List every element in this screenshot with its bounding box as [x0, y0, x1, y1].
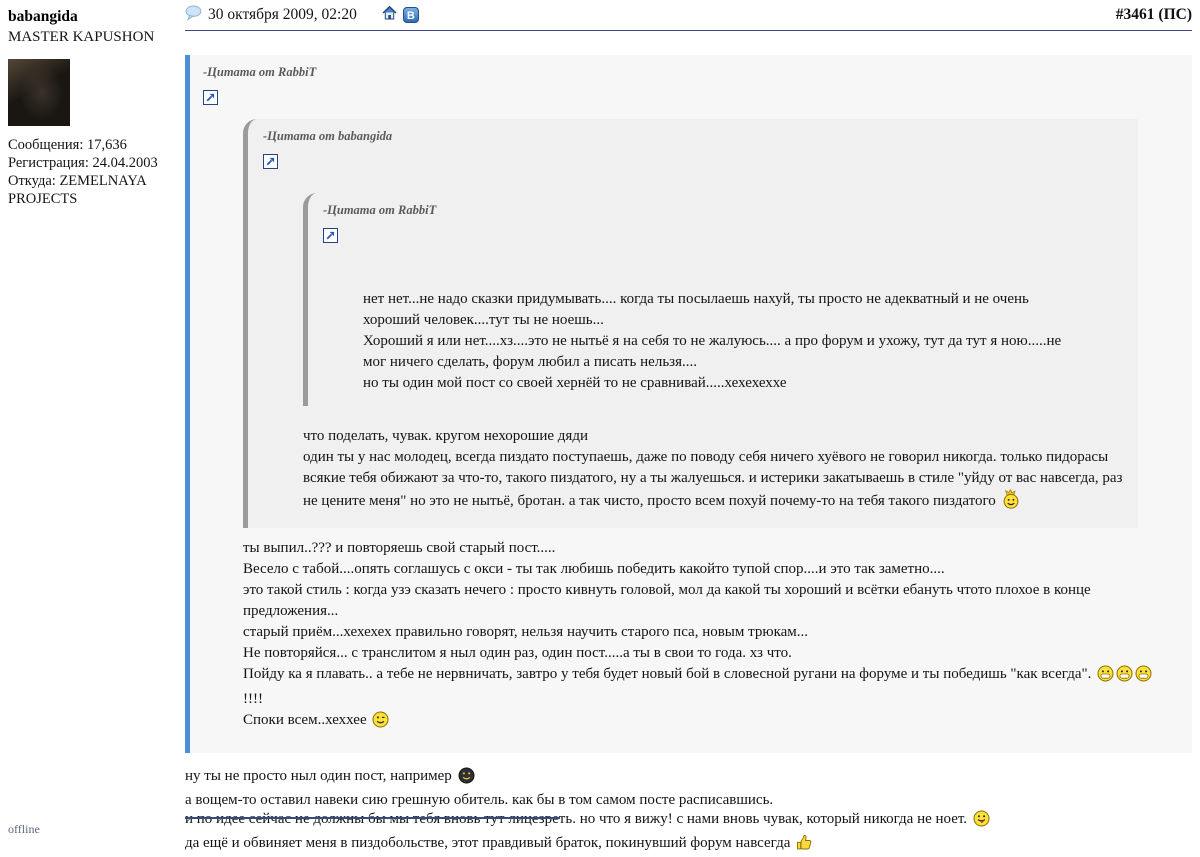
- post-line-text: ну ты не просто ныл один пост, например: [185, 768, 452, 784]
- quote-line: Весело с табой....опять соглашусь с окси - ты так любишь победить какойто тупой спор....и это так заметно....: [243, 559, 1172, 580]
- dark-smiley-icon: [458, 767, 475, 791]
- post-line: [185, 767, 1192, 791]
- biggrin-smiley-icon: [1135, 665, 1152, 689]
- vbulletin-icon[interactable]: B: [403, 7, 419, 23]
- jump-to-post-icon[interactable]: [323, 228, 338, 243]
- quote-block-babangida: [243, 119, 1138, 528]
- quote-line: [243, 710, 1172, 735]
- quote-line-text: не цените меня" но это не нытьё, бротан. а так чисто, просто всем похуй почему-то на тебя такого пиздатого: [303, 493, 996, 509]
- status-badge: offline: [8, 822, 40, 837]
- post-body: [185, 767, 1192, 857]
- quote-block-rabbit: [185, 55, 1192, 753]
- post-line-text: да ещё и обвиняет меня в пиздобольстве, этот правдивый браток, покинувший форум навсегда: [185, 835, 790, 851]
- wink-smiley-icon: [372, 711, 389, 735]
- user-stat-registered: Регистрация: 24.04.2003: [8, 154, 180, 172]
- quote-line: один ты у нас молодец, всегда пиздато поступаешь, даже по поводу себя ничего хуёвого не говорил никогда. только пидорасы: [303, 447, 1124, 468]
- quote-line: это такой стиль : когда узэ сказать нечего : просто кивнуть головой, мол да какой ты хороший и всётки ебануть чтото плохое в конце предложения...: [243, 580, 1172, 622]
- post-date: 30 октября 2009, 02:20: [208, 6, 357, 24]
- quote-text: [243, 538, 1172, 735]
- post-line: [185, 834, 1192, 857]
- user-avatar[interactable]: [8, 59, 70, 126]
- quote-header: -Цитата от RabbiT: [203, 65, 1172, 80]
- forum-post: [185, 0, 1192, 857]
- quote-text: [363, 289, 1082, 394]
- quote-line: всякие тебя обижают за что-то, такого пиздатого, ну а ты жалуешься. и истерики закатываешь в стиле "уйду от вас навсегда, раз: [303, 468, 1124, 489]
- jump-to-post-icon[interactable]: [263, 154, 278, 169]
- quote-line: [303, 489, 1124, 516]
- user-stat-from: Откуда: ZEMELNAYA PROJECTS: [8, 172, 180, 208]
- post-header: [185, 0, 1192, 31]
- jump-to-post-icon[interactable]: [203, 90, 218, 105]
- quote-block-rabbit-inner: [303, 193, 1096, 406]
- post-line: [185, 810, 1192, 834]
- biggrin-smiley-icon: [1097, 665, 1114, 689]
- user-stats: [8, 136, 180, 208]
- post-line: а вощем-то оставил навеки сию грешную обитель. как бы в том самом посте расписавшись.: [185, 791, 1192, 811]
- quote-line: нет нет...не надо сказки придумывать.... когда ты посылаешь нахуй, ты просто не адекватный и не очень: [363, 289, 1082, 310]
- quote-line: старый приём...хехехех правильно говорят, нельзя научить старого пса, новым трюкам...: [243, 622, 1172, 643]
- quote-header: -Цитата от RabbiT: [323, 203, 1082, 218]
- biggrin-smiley-icon: [1116, 665, 1133, 689]
- quote-line: [243, 664, 1172, 710]
- king-smiley-icon: [1002, 489, 1021, 516]
- home-icon[interactable]: [381, 5, 398, 26]
- user-info-panel: [8, 8, 180, 208]
- username-link[interactable]: babangida: [8, 8, 180, 26]
- quote-line: мог ничего сделать, форум любил а писать нельзя....: [363, 352, 1082, 373]
- post-bubble-icon: [185, 5, 202, 26]
- quote-line: хороший человек....тут ты не ноешь...: [363, 310, 1082, 331]
- quote-text: [303, 426, 1124, 516]
- quote-header: -Цитата от babangida: [263, 129, 1124, 144]
- signature-divider: [185, 817, 560, 819]
- post-number-link[interactable]: #3461: [1116, 6, 1155, 23]
- quote-line: ты выпил..??? и повторяешь свой старый пост.....: [243, 538, 1172, 559]
- quote-line-text: Пойду ка я плавать.. а тебе не нервничать, завтро у тебя будет новый бой в словесной ругани на форуме и ты победишь "как всегда".: [243, 666, 1091, 682]
- user-title: MASTER KAPUSHON: [8, 29, 180, 46]
- quote-line: что поделать, чувак. кругом нехорошие дяди: [303, 426, 1124, 447]
- quote-line: Хороший я или нет....хз....это не нытьё я на себя то не жалуюсь.... а про форум и ухожу, тут да тут я ною.....не: [363, 331, 1082, 352]
- quote-line: Не повторяйся... с транслитом я ныл один раз, один пост.....а ты в свои то года. хз что.: [243, 643, 1172, 664]
- post-line-text: и по идее сейчас не должны бы мы тебя вновь тут лицезреть. но что я вижу! с нами вновь чувак, который никогда не ноет.: [185, 811, 967, 827]
- tongue-smiley-icon: [973, 810, 990, 834]
- post-number: [1116, 6, 1192, 24]
- thumbs-up-icon: [796, 834, 813, 857]
- quote-line-text: Споки всем..хеххее: [243, 712, 367, 728]
- quote-line: но ты один мой пост со своей хернёй то не сравнивай.....хехехеххе: [363, 373, 1082, 394]
- quote-line-text: !!!!: [243, 691, 263, 707]
- post-permalink[interactable]: (ПС): [1158, 6, 1192, 23]
- user-stat-posts: Сообщения: 17,636: [8, 136, 180, 154]
